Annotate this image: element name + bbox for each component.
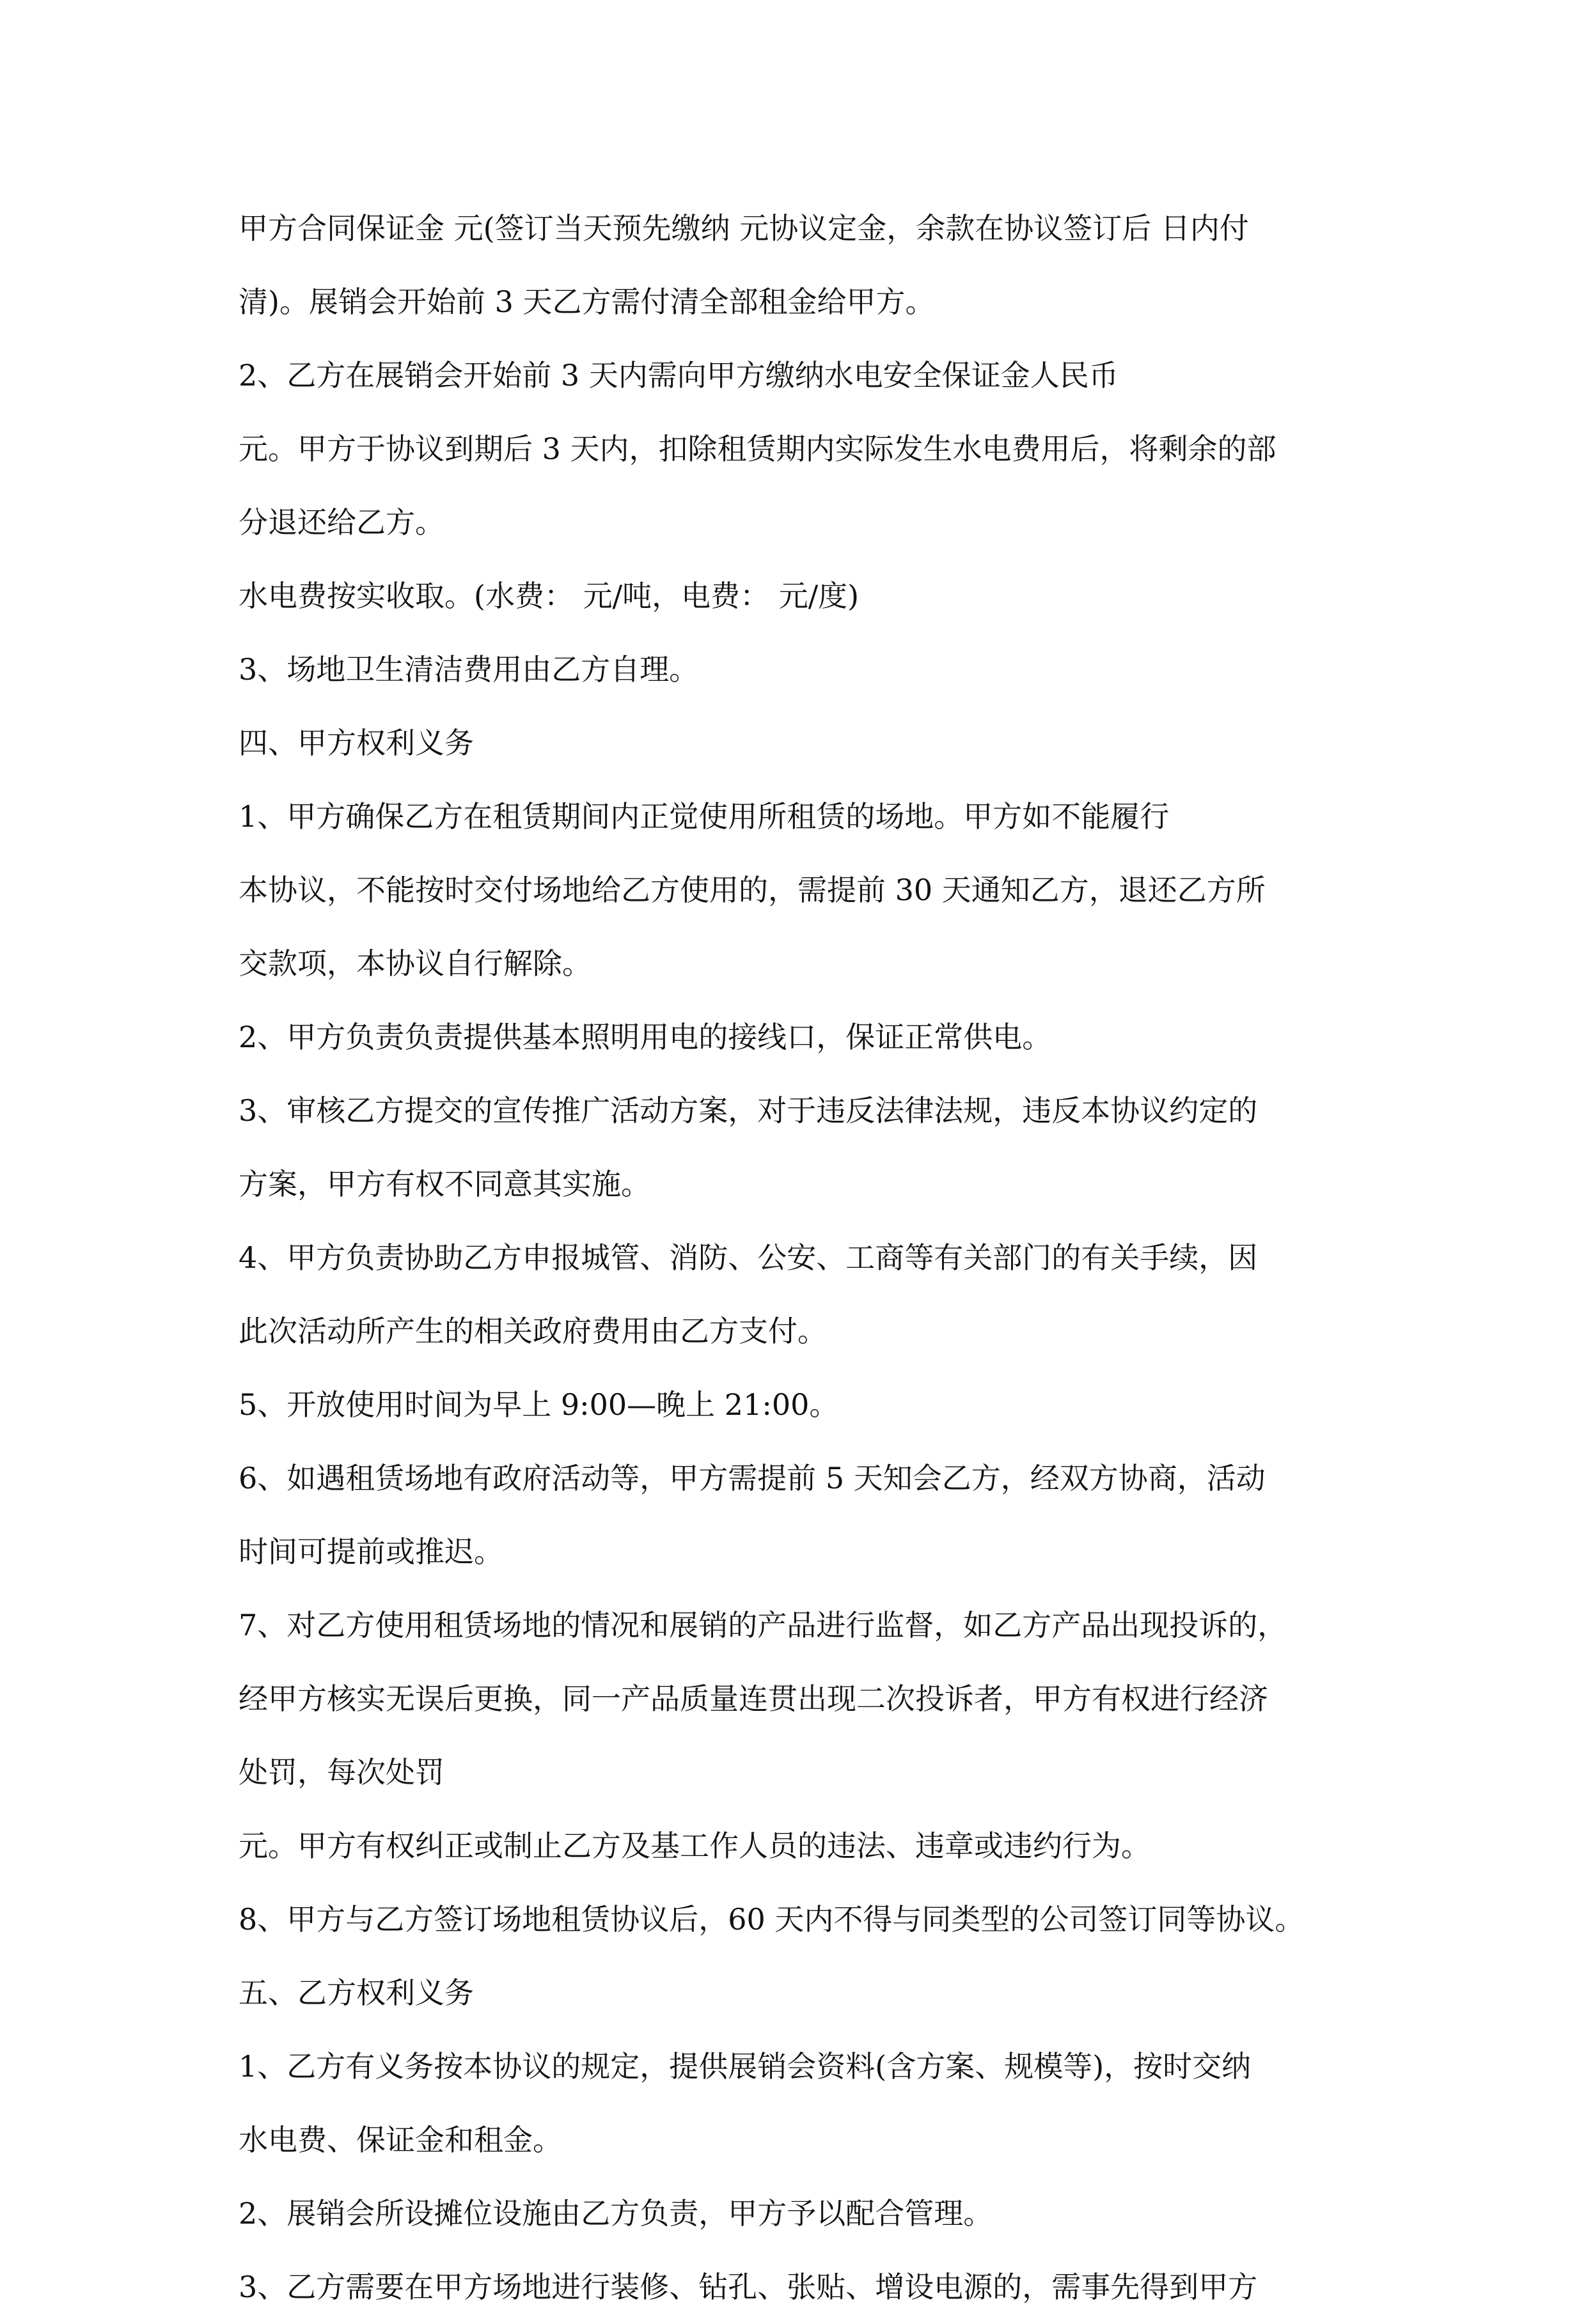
text-line: 清)。展销会开始前 3 天乙方需付清全部租金给甲方。 xyxy=(239,285,935,319)
text-line: 3、乙方需要在甲方场地进行装修、钻孔、张贴、增设电源的，需事先得到甲方 xyxy=(239,2270,1258,2304)
text-line: 2、展销会所设摊位设施由乙方负责，甲方予以配合管理。 xyxy=(239,2196,993,2231)
text-line: 分退还给乙方。 xyxy=(239,505,444,540)
document-body xyxy=(239,192,1364,2324)
text-line: 元。甲方有权纠正或制止乙方及基工作人员的违法、违章或违约行为。 xyxy=(239,1829,1150,1863)
text-line: 1、乙方有义务按本协议的规定，提供展销会资料(含方案、规模等)，按时交纳 xyxy=(239,2049,1252,2084)
text-line: 4、甲方负责协助乙方申报城管、消防、公安、工商等有关部门的有关手续，因 xyxy=(239,1240,1258,1275)
text-line: 经甲方核实无误后更换，同一产品质量连贯出现二次投诉者，甲方有权进行经济 xyxy=(239,1681,1268,1716)
text-line: 水电费按实收取。(水费： 元/吨，电费： 元/度) xyxy=(239,579,860,613)
text-line: 3、场地卫生清洁费用由乙方自理。 xyxy=(239,652,699,687)
text-line: 时间可提前或推迟。 xyxy=(239,1534,503,1569)
section-heading: 五、乙方权利义务 xyxy=(239,1976,474,2010)
text-line: 1、甲方确保乙方在租赁期间内正觉使用所租赁的场地。甲方如不能履行 xyxy=(239,799,1170,834)
text-line: 元。甲方于协议到期后 3 天内，扣除租赁期内实际发生水电费用后，将剩余的部 xyxy=(239,432,1276,466)
text-line: 方案，甲方有权不同意其实施。 xyxy=(239,1167,650,1201)
text-line: 水电费、保证金和租金。 xyxy=(239,2123,562,2157)
text-line: 2、乙方在展销会开始前 3 天内需向甲方缴纳水电安全保证金人民币 xyxy=(239,358,1119,393)
text-line: 2、甲方负责负责提供基本照明用电的接线口，保证正常供电。 xyxy=(239,1020,1052,1054)
text-line: 交款项，本协议自行解除。 xyxy=(239,946,592,981)
text-line: 此次活动所产生的相关政府费用由乙方支付。 xyxy=(239,1314,827,1348)
text-line: 7、对乙方使用租赁场地的情况和展销的产品进行监督，如乙方产品出现投诉的， xyxy=(239,1608,1287,1642)
text-line: 本协议，不能按时交付场地给乙方使用的，需提前 30 天通知乙方，退还乙方所 xyxy=(239,873,1266,907)
text-line: 3、审核乙方提交的宣传推广活动方案，对于违反法律法规，违反本协议约定的 xyxy=(239,1093,1258,1128)
text-line: 8、甲方与乙方签订场地租赁协议后，60 天内不得与同类型的公司签订同等协议。 xyxy=(239,1902,1305,1937)
section-heading: 四、甲方权利义务 xyxy=(239,726,474,760)
text-line: 5、开放使用时间为早上 9:00—晚上 21:00。 xyxy=(239,1387,839,1422)
text-line: 处罚，每次处罚 xyxy=(239,1755,444,1790)
text-line: 甲方合同保证金 元(签订当天预先缴纳 元协议定金，余款在协议签订后 日内付 xyxy=(239,211,1249,246)
text-line: 6、如遇租赁场地有政府活动等，甲方需提前 5 天知会乙方，经双方协商，活动 xyxy=(239,1461,1266,1495)
